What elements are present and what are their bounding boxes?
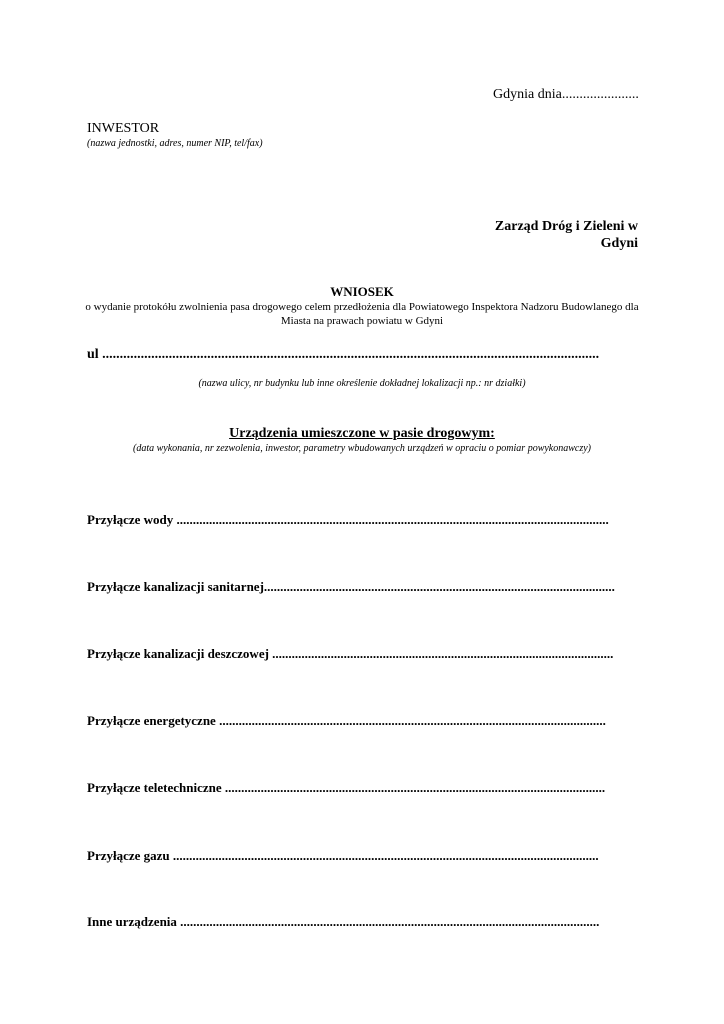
field-storm-sewer-connection: Przyłącze kanalizacji deszczowej ......................................................................................................... — [87, 646, 614, 661]
field-gas-connection: Przyłącze gazu ................................................................................................................................... — [87, 848, 599, 863]
field-power-connection: Przyłącze energetyczne ....................................................................................................................... — [87, 713, 606, 728]
date-line: Gdynia dnia...................... — [493, 87, 639, 102]
field-sanitary-sewer-connection: Przyłącze kanalizacji sanitarnej............................................................................................................ — [87, 579, 615, 594]
addressee-line-2: Gdyni — [600, 236, 638, 251]
request-subtitle: o wydanie protokółu zwolnienia pasa drogowego celem przedłożenia dla Powiatowego Inspektora Nadzoru Budowlanego dla Miasta na prawach powiatu w Gdyni — [85, 301, 639, 327]
request-title: WNIOSEK — [330, 284, 394, 299]
devices-section-title: Urządzenia umieszczone w pasie drogowym: — [229, 426, 495, 441]
addressee — [495, 218, 638, 252]
street-field: ul .............................................................................................................................................. — [87, 347, 600, 362]
investor-hint: (nazwa jednostki, adres, numer NIP, tel/fax) — [87, 138, 263, 149]
field-water-connection: Przyłącze wody ..................................................................................................................................... — [87, 512, 609, 527]
field-telecom-connection: Przyłącze teletechniczne ..................................................................................................................... — [87, 780, 606, 795]
street-hint: (nazwa ulicy, nr budynku lub inne określenie dokładnej lokalizacji np.: nr działki) — [198, 378, 526, 389]
field-other-devices: Inne urządzenia ................................................................................................................................. — [87, 914, 600, 929]
investor-label: INWESTOR — [87, 121, 160, 136]
devices-section-hint: (data wykonania, nr zezwolenia, inwestor, parametry wbudowanych urządzeń w opraciu o pomiar powykonawczy) — [132, 443, 592, 454]
addressee-line-1: Zarząd Dróg i Zieleni w — [494, 219, 638, 234]
